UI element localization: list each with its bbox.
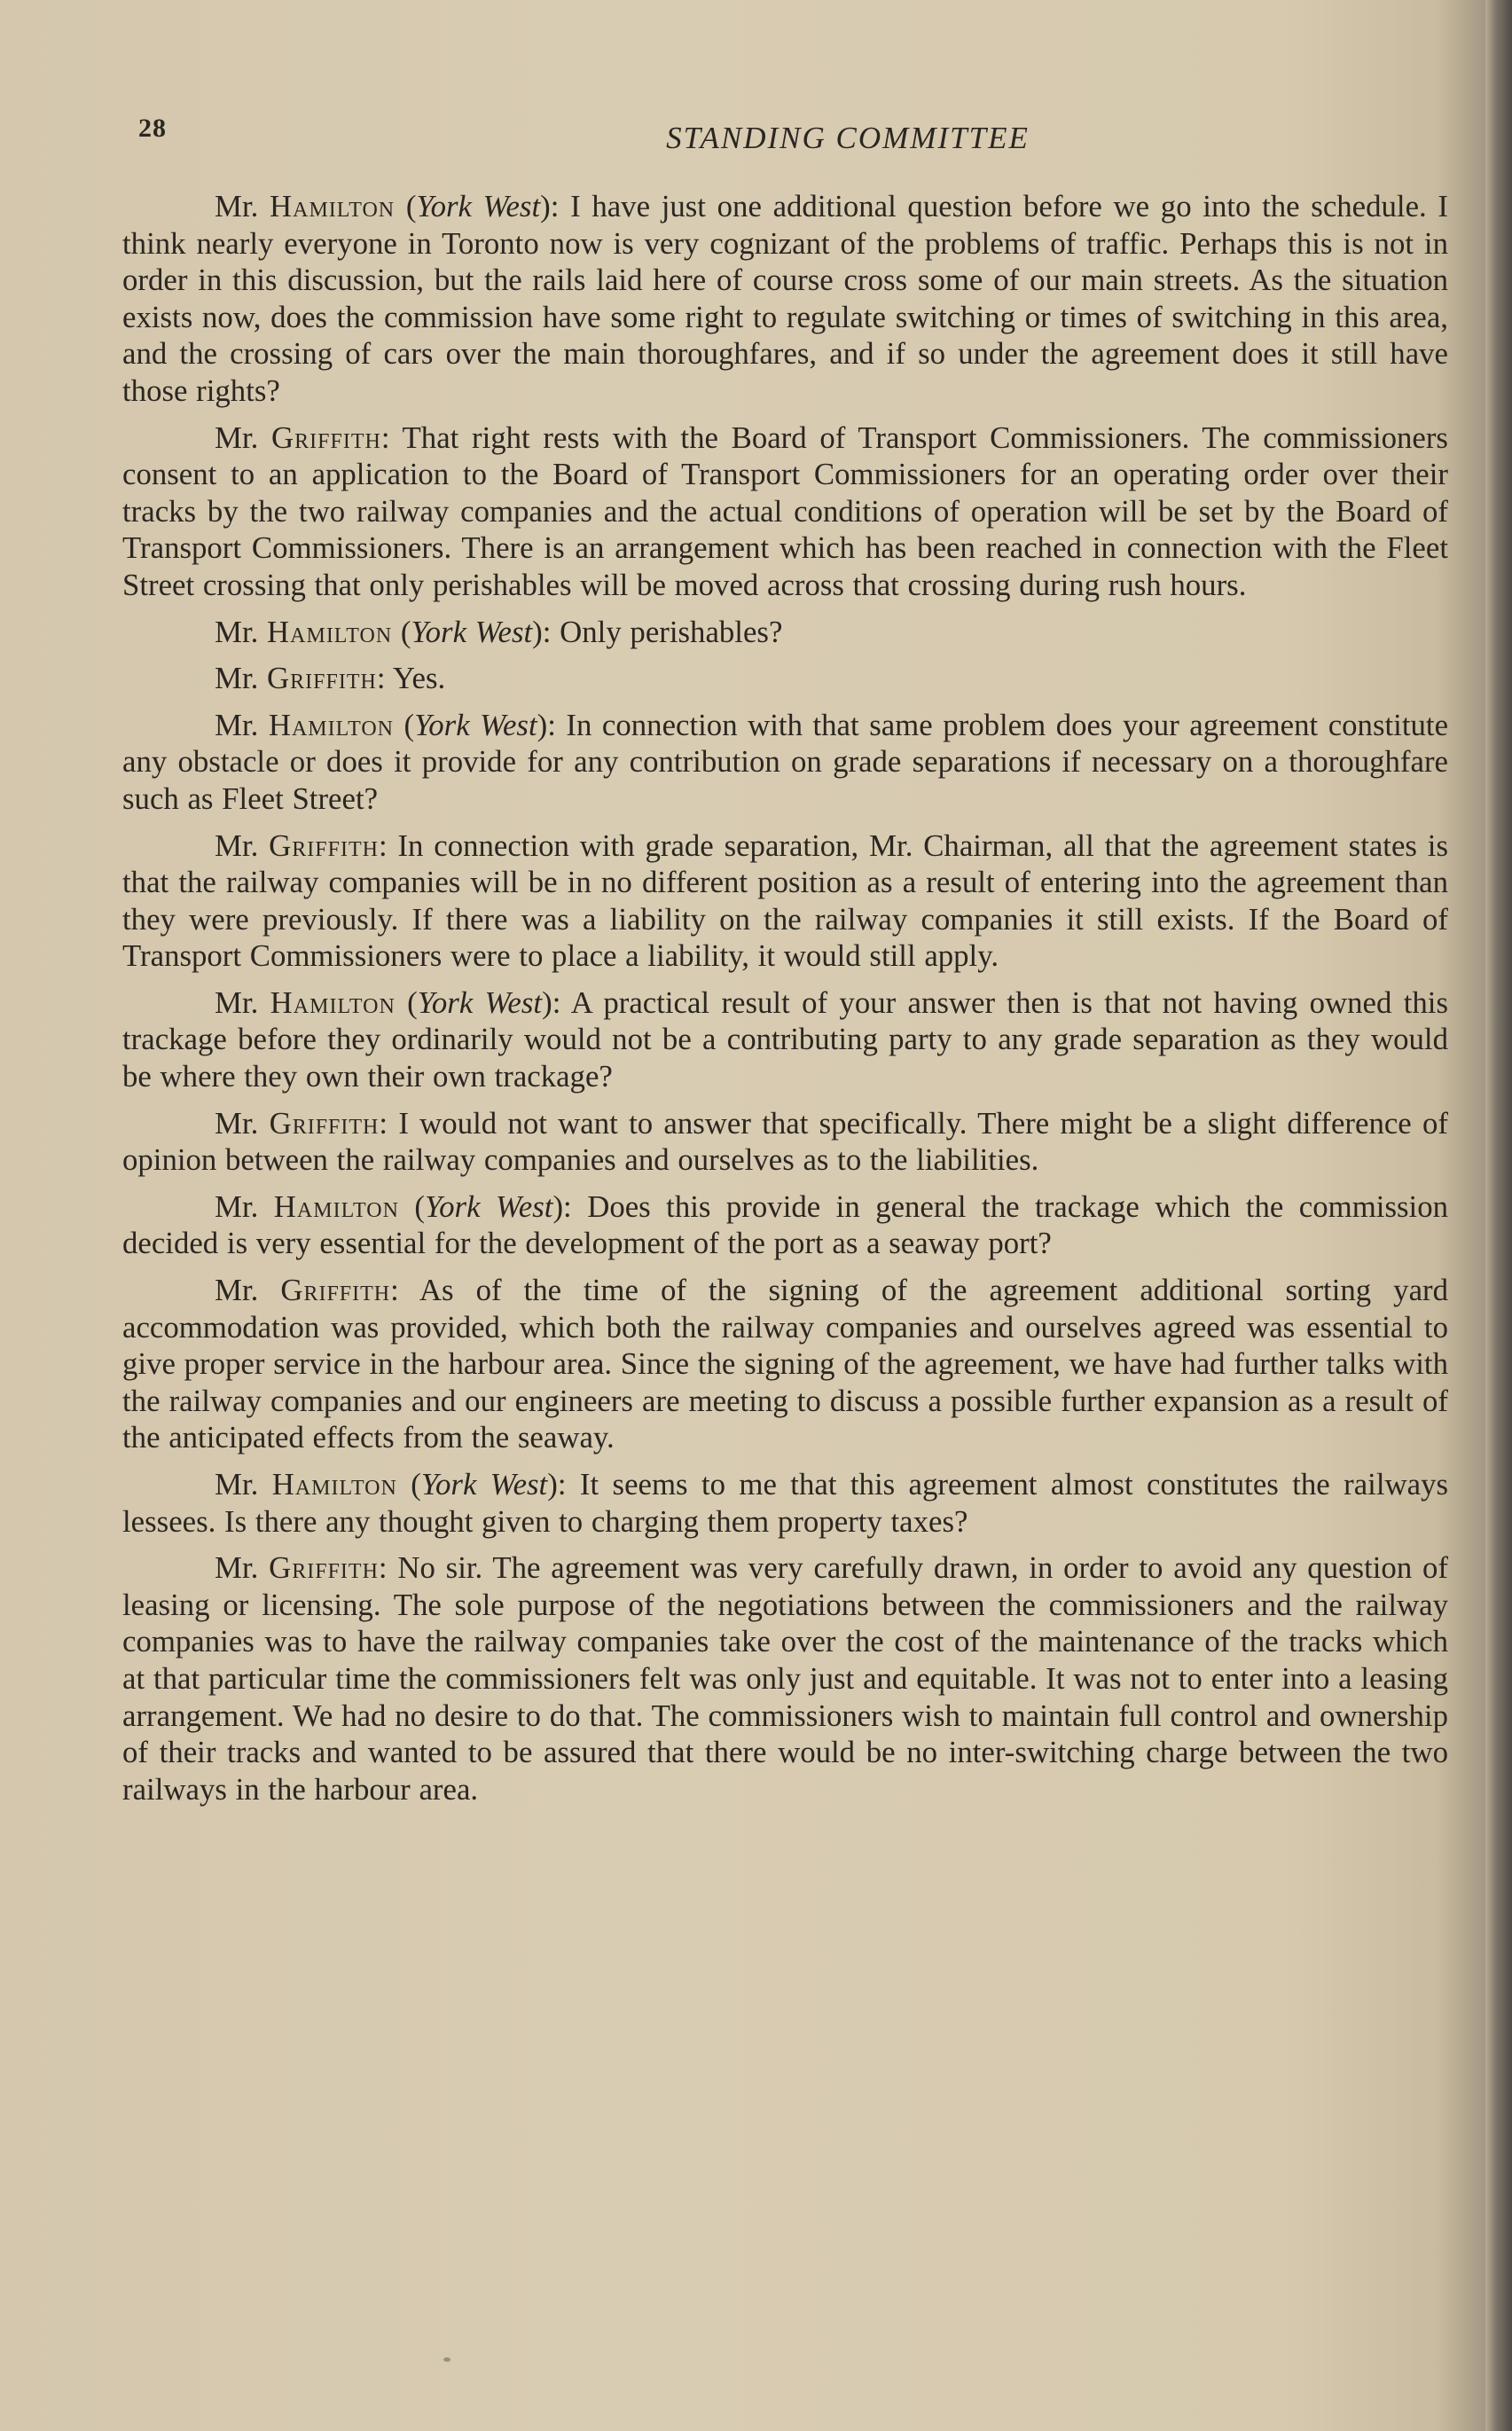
- book-spine-shadow: [1485, 0, 1512, 2431]
- transcript-body: [122, 188, 1448, 1817]
- speaker-title: Mr.: [215, 189, 259, 223]
- transcript-paragraph: Mr. Hamilton (York West): In connection with that same problem does your agreement constitute any obstacle or does it provide for any contribution on grade separations if necessary on a thoroughfare such as Fleet Street?: [122, 707, 1449, 816]
- speaker-title: Mr.: [215, 1273, 259, 1308]
- speaker-name: Griffith: [267, 661, 377, 696]
- transcript-paragraph: Mr. Hamilton (York West): A practical result of your answer then is that not having owned this trackage before they ordinarily would not be a contributing party to any grade separation as they would be where they own their own trackage?: [122, 984, 1448, 1094]
- transcript-paragraph: Mr. Griffith: As of the time of the signing of the agreement additional sorting yard accommodation was provided, which both the railway companies and ourselves agreed was essential to give proper service in the harbour area. Since the signing of the agreement, we have had further talks with the railway companies and our engineers are meeting to discuss a possible further expansion as a result of the anticipated effects from the seaway.: [122, 1273, 1448, 1455]
- speaker-title: Mr.: [215, 1467, 259, 1502]
- speaker-name: Hamilton: [271, 1467, 397, 1502]
- transcript-paragraph: Mr. Hamilton (York West): It seems to me that this agreement almost constitutes the railways lessees. Is there any thought given to charging them property taxes?: [122, 1467, 1449, 1539]
- speech-text: A practical result of your answer then is that not having owned this trackage before they ordinarily would not be a contributing party to any grade separation as they would be where they own their own trackage?: [122, 984, 1448, 1094]
- page-number: 28: [138, 114, 167, 143]
- speech-text: Does this provide in general the trackage which the commission decided is very essential for the development of the port as a seaway port?: [122, 1188, 1448, 1261]
- speech-text: Yes.: [392, 661, 446, 696]
- speaker-riding: York West: [414, 707, 537, 742]
- transcript-paragraph: Mr. Griffith: That right rests with the Board of Transport Commissioners. The commissioners consent to an application to the Board of Transport Commissioners for an operating order over their tracks by the two railway companies and the actual conditions of operation will be set by the Board of Transport Commissioners. There is an arrangement which has been reached in connection with the Fleet Street crossing that only perishables will be moved across that crossing during rush hours.: [122, 420, 1448, 602]
- page-header: [138, 114, 1451, 167]
- speaker-name: Hamilton: [268, 707, 394, 742]
- transcript-paragraph: Mr. Hamilton (York West): Only perishables?: [215, 614, 783, 649]
- speech-text: That right rests with the Board of Transport Commissioners. The commissioners consent to an application to the Board of Transport Commissioners for an operating order over their tracks by the two railway companies and the actual conditions of operation will be set by the Board of Transport Commissioners. There is an arrangement which has been reached in connection with the Fleet Street crossing that only perishables will be moved across that crossing during rush hours.: [122, 420, 1448, 602]
- speaker-name: Griffith: [280, 1273, 391, 1308]
- speaker-title: Mr.: [215, 1105, 259, 1141]
- speaker-riding: York West: [411, 614, 533, 649]
- speech-text: In connection with that same problem does your agreement constitute any obstacle or does it provide for any contribution on grade separations if necessary on a thoroughfare such as Fleet Street?: [122, 707, 1449, 816]
- speaker-title: Mr.: [215, 420, 259, 455]
- speaker-name: Griffith: [269, 1105, 380, 1141]
- transcript-paragraph: Mr. Griffith: Yes.: [215, 661, 446, 696]
- speaker-name: Hamilton: [270, 189, 396, 223]
- speech-text: I would not want to answer that specifically. There might be a slight difference of opinion between the railway companies and ourselves as to the liabilities.: [122, 1105, 1448, 1178]
- transcript-paragraph: Mr. Hamilton (York West): Does this provide in general the trackage which the commission decided is very essential for the development of the port as a seaway port?: [122, 1188, 1448, 1261]
- speaker-title: Mr.: [215, 661, 259, 696]
- transcript-paragraph: Mr. Griffith: No sir. The agreement was very carefully drawn, in order to avoid any question of leasing or licensing. The sole purpose of the negotiations between the commissioners and the railway companies was to have the railway companies take over the cost of the maintenance of the tracks which at that particular time the commissioners felt was only just and equitable. It was not to enter into a leasing arrangement. We had no desire to do that. The commissioners wish to maintain full control and ownership of their tracks and wanted to be assured that there would be no inter-switching charge between the two railways in the harbour area.: [122, 1550, 1448, 1807]
- transcript-paragraph: Mr. Griffith: In connection with grade separation, Mr. Chairman, all that the agreement states is that the railway companies will be in no different position as a result of entering into the agreement than they were previously. If there was a liability on the railway companies it still exists. If the Board of Transport Commissioners were to place a liability, it would still apply.: [122, 827, 1448, 974]
- speaker-title: Mr.: [215, 614, 259, 649]
- speaker-title: Mr.: [215, 984, 259, 1020]
- transcript-paragraph: Mr. Griffith: I would not want to answer that specifically. There might be a slight difference of opinion between the railway companies and ourselves as to the liabilities.: [122, 1105, 1448, 1178]
- transcript-paragraph: Mr. Hamilton (York West): I have just one additional question before we go into the schedule. I think nearly everyone in Toronto now is very cognizant of the problems of traffic. Perhaps this is not in order in this discussion, but the rails laid here of course cross some of our main streets. As the situation exists now, does the commission have some right to regulate switching or times of switching in this area, and the crossing of cars over the main thoroughfares, and if so under the agreement does it still have those rights?: [122, 189, 1449, 408]
- speaker-title: Mr.: [215, 707, 259, 742]
- speaker-name: Griffith: [269, 1550, 379, 1586]
- speaker-title: Mr.: [215, 1188, 259, 1224]
- speaker-title: Mr.: [215, 827, 259, 863]
- speaker-riding: York West: [425, 1188, 553, 1224]
- speaker-name: Hamilton: [273, 1188, 399, 1224]
- speaker-name: Griffith: [269, 827, 379, 863]
- speech-text: No sir. The agreement was very carefully drawn, in order to avoid any question of leasing or licensing. The sole purpose of the negotiations between the commissioners and the railway companies was to have the railway companies take over the cost of the maintenance of the tracks which at that particular time the commissioners felt was only just and equitable. It was not to enter into a leasing arrangement. We had no desire to do that. The commissioners wish to maintain full control and ownership of their tracks and wanted to be assured that there would be no inter-switching charge between the two railways in the harbour area.: [122, 1550, 1448, 1807]
- speech-text: I have just one additional question before we go into the schedule. I think nearly everyone in Toronto now is very cognizant of the problems of traffic. Perhaps this is not in order in this discussion, but the rails laid here of course cross some of our main streets. As the situation exists now, does the commission have some right to regulate switching or times of switching in this area, and the crossing of cars over the main thoroughfares, and if so under the agreement does it still have those rights?: [122, 189, 1449, 408]
- speaker-title: Mr.: [215, 1550, 259, 1586]
- speech-text: In connection with grade separation, Mr. Chairman, all that the agreement states is that the railway companies will be in no different position as a result of entering into the agreement than they were previously. If there was a liability on the railway companies it still exists. If the Board of Transport Commissioners were to place a liability, it would still apply.: [122, 827, 1448, 974]
- speech-text: As of the time of the signing of the agreement additional sorting yard accommodation was provided, which both the railway companies and ourselves agreed was essential to give proper service in the harbour area. Since the signing of the agreement, we have had further talks with the railway companies and our engineers are meeting to discuss a possible further expansion as a result of the anticipated effects from the seaway.: [122, 1273, 1448, 1455]
- ink-speck: [443, 2357, 450, 2362]
- speaker-name: Griffith: [271, 420, 381, 455]
- speaker-name: Hamilton: [267, 614, 393, 649]
- speech-text: It seems to me that this agreement almost constitutes the railways lessees. Is there any thought given to charging them property taxes?: [122, 1467, 1449, 1539]
- speaker-riding: York West: [417, 984, 543, 1020]
- speaker-riding: York West: [420, 1467, 548, 1502]
- speech-text: Only perishables?: [560, 614, 783, 649]
- running-head: STANDING COMMITTEE: [666, 121, 1030, 155]
- speaker-riding: York West: [416, 189, 541, 223]
- speaker-name: Hamilton: [270, 984, 396, 1020]
